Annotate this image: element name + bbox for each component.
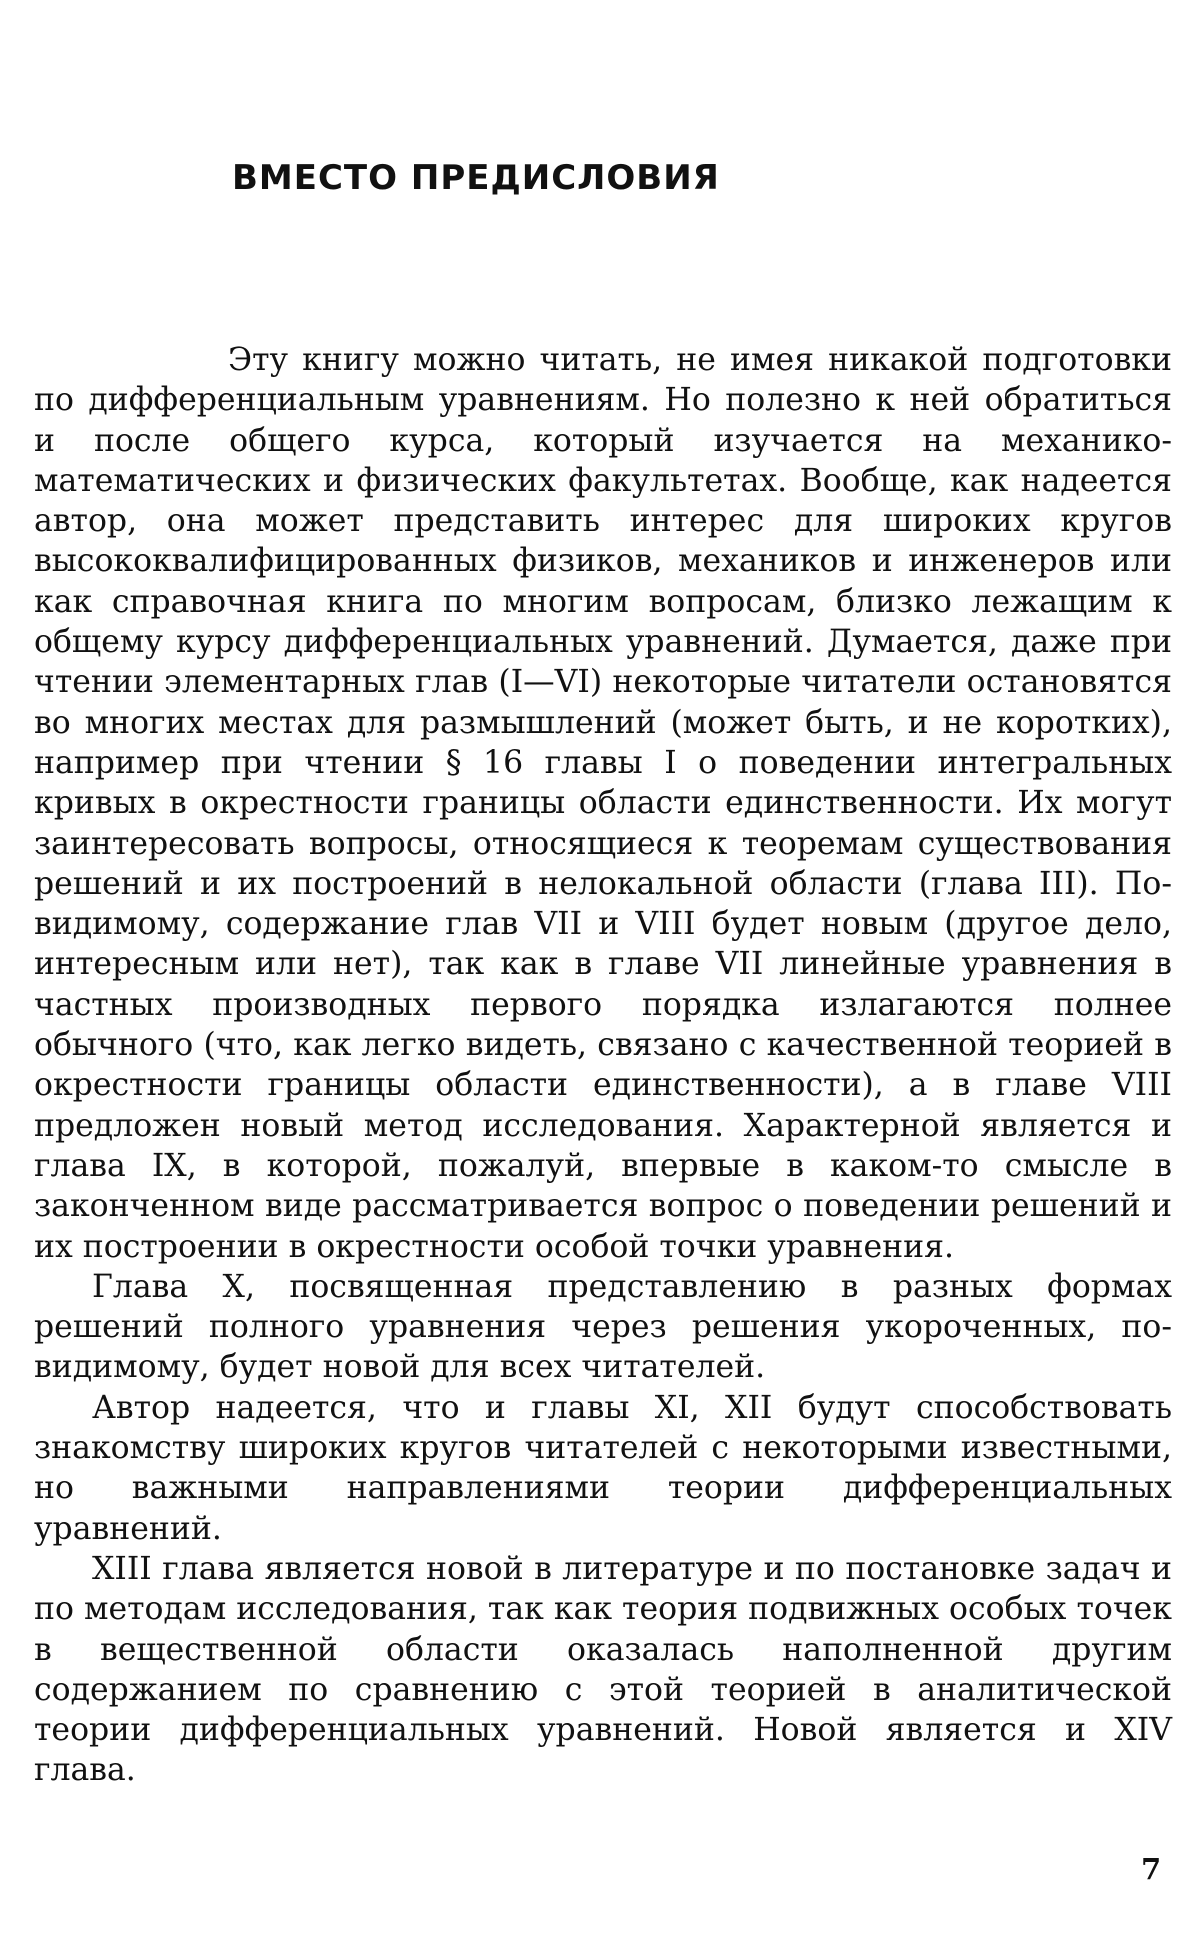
page-title: ВМЕСТО ПРЕДИСЛОВИЯ: [232, 158, 720, 198]
preface-text: [34, 340, 1172, 1791]
paragraph-2: Глава X, посвященная представлению в разных формах решений полного уравнения через решения укороченных, по-видимому, будет новой для всех читателей.: [34, 1268, 1172, 1386]
paragraph-4: XIII глава является новой в литературе и по постановке задач и по методам исследования, так как теория подвижных особых точек в вещественной области оказалась наполненной другим содержанием по сравнению с этой теорией в аналитической теории дифференциальных уравнений. Новой является и XIV глава.: [34, 1550, 1172, 1789]
paragraph-3: Автор надеется, что и главы XI, XII будут способствовать знакомству широких кругов читателей с некоторыми известными, но важными направлениями теории дифференциальных уравнений.: [34, 1389, 1172, 1547]
page-number: 7: [1141, 1852, 1162, 1886]
paragraph-1: Эту книгу можно читать, не имея никакой подготовки по дифференциальным уравнениям. Но полезно к ней обратиться и после общего курса, который изучается на механико-математических и физических факультетах. Вообще, как надеется автор, она может представить интерес для широких кругов высококвалифицированных физиков, механиков и инженеров или как справочная книга по многим вопросам, близко лежащим к общему курсу дифференциальных уравнений. Думается, даже при чтении элементарных глав (I—VI) некоторые читатели остановятся во многих местах для размышлений (может быть, и не коротких), например при чтении § 16 главы I о поведении интегральных кривых в окрестности границы области единственности. Их могут заинтересовать вопросы, относящиеся к теоремам существования решений и их построений в нелокальной области (глава III). По-видимому, содержание глав VII и VIII будет новым (другое дело, интересным или нет), так как в главе VII линейные уравнения в частных производных первого порядка излагаются полнее обычного (что, как легко видеть, связано с качественной теорией в окрестности границы области единственности), а в главе VIII предложен новый метод исследования. Характерной является и глава IX, в которой, пожалуй, впервые в каком-то смысле в законченном виде рассматривается вопрос о поведении решений и их построении в окрестности особой точки уравнения.: [34, 342, 1172, 1265]
